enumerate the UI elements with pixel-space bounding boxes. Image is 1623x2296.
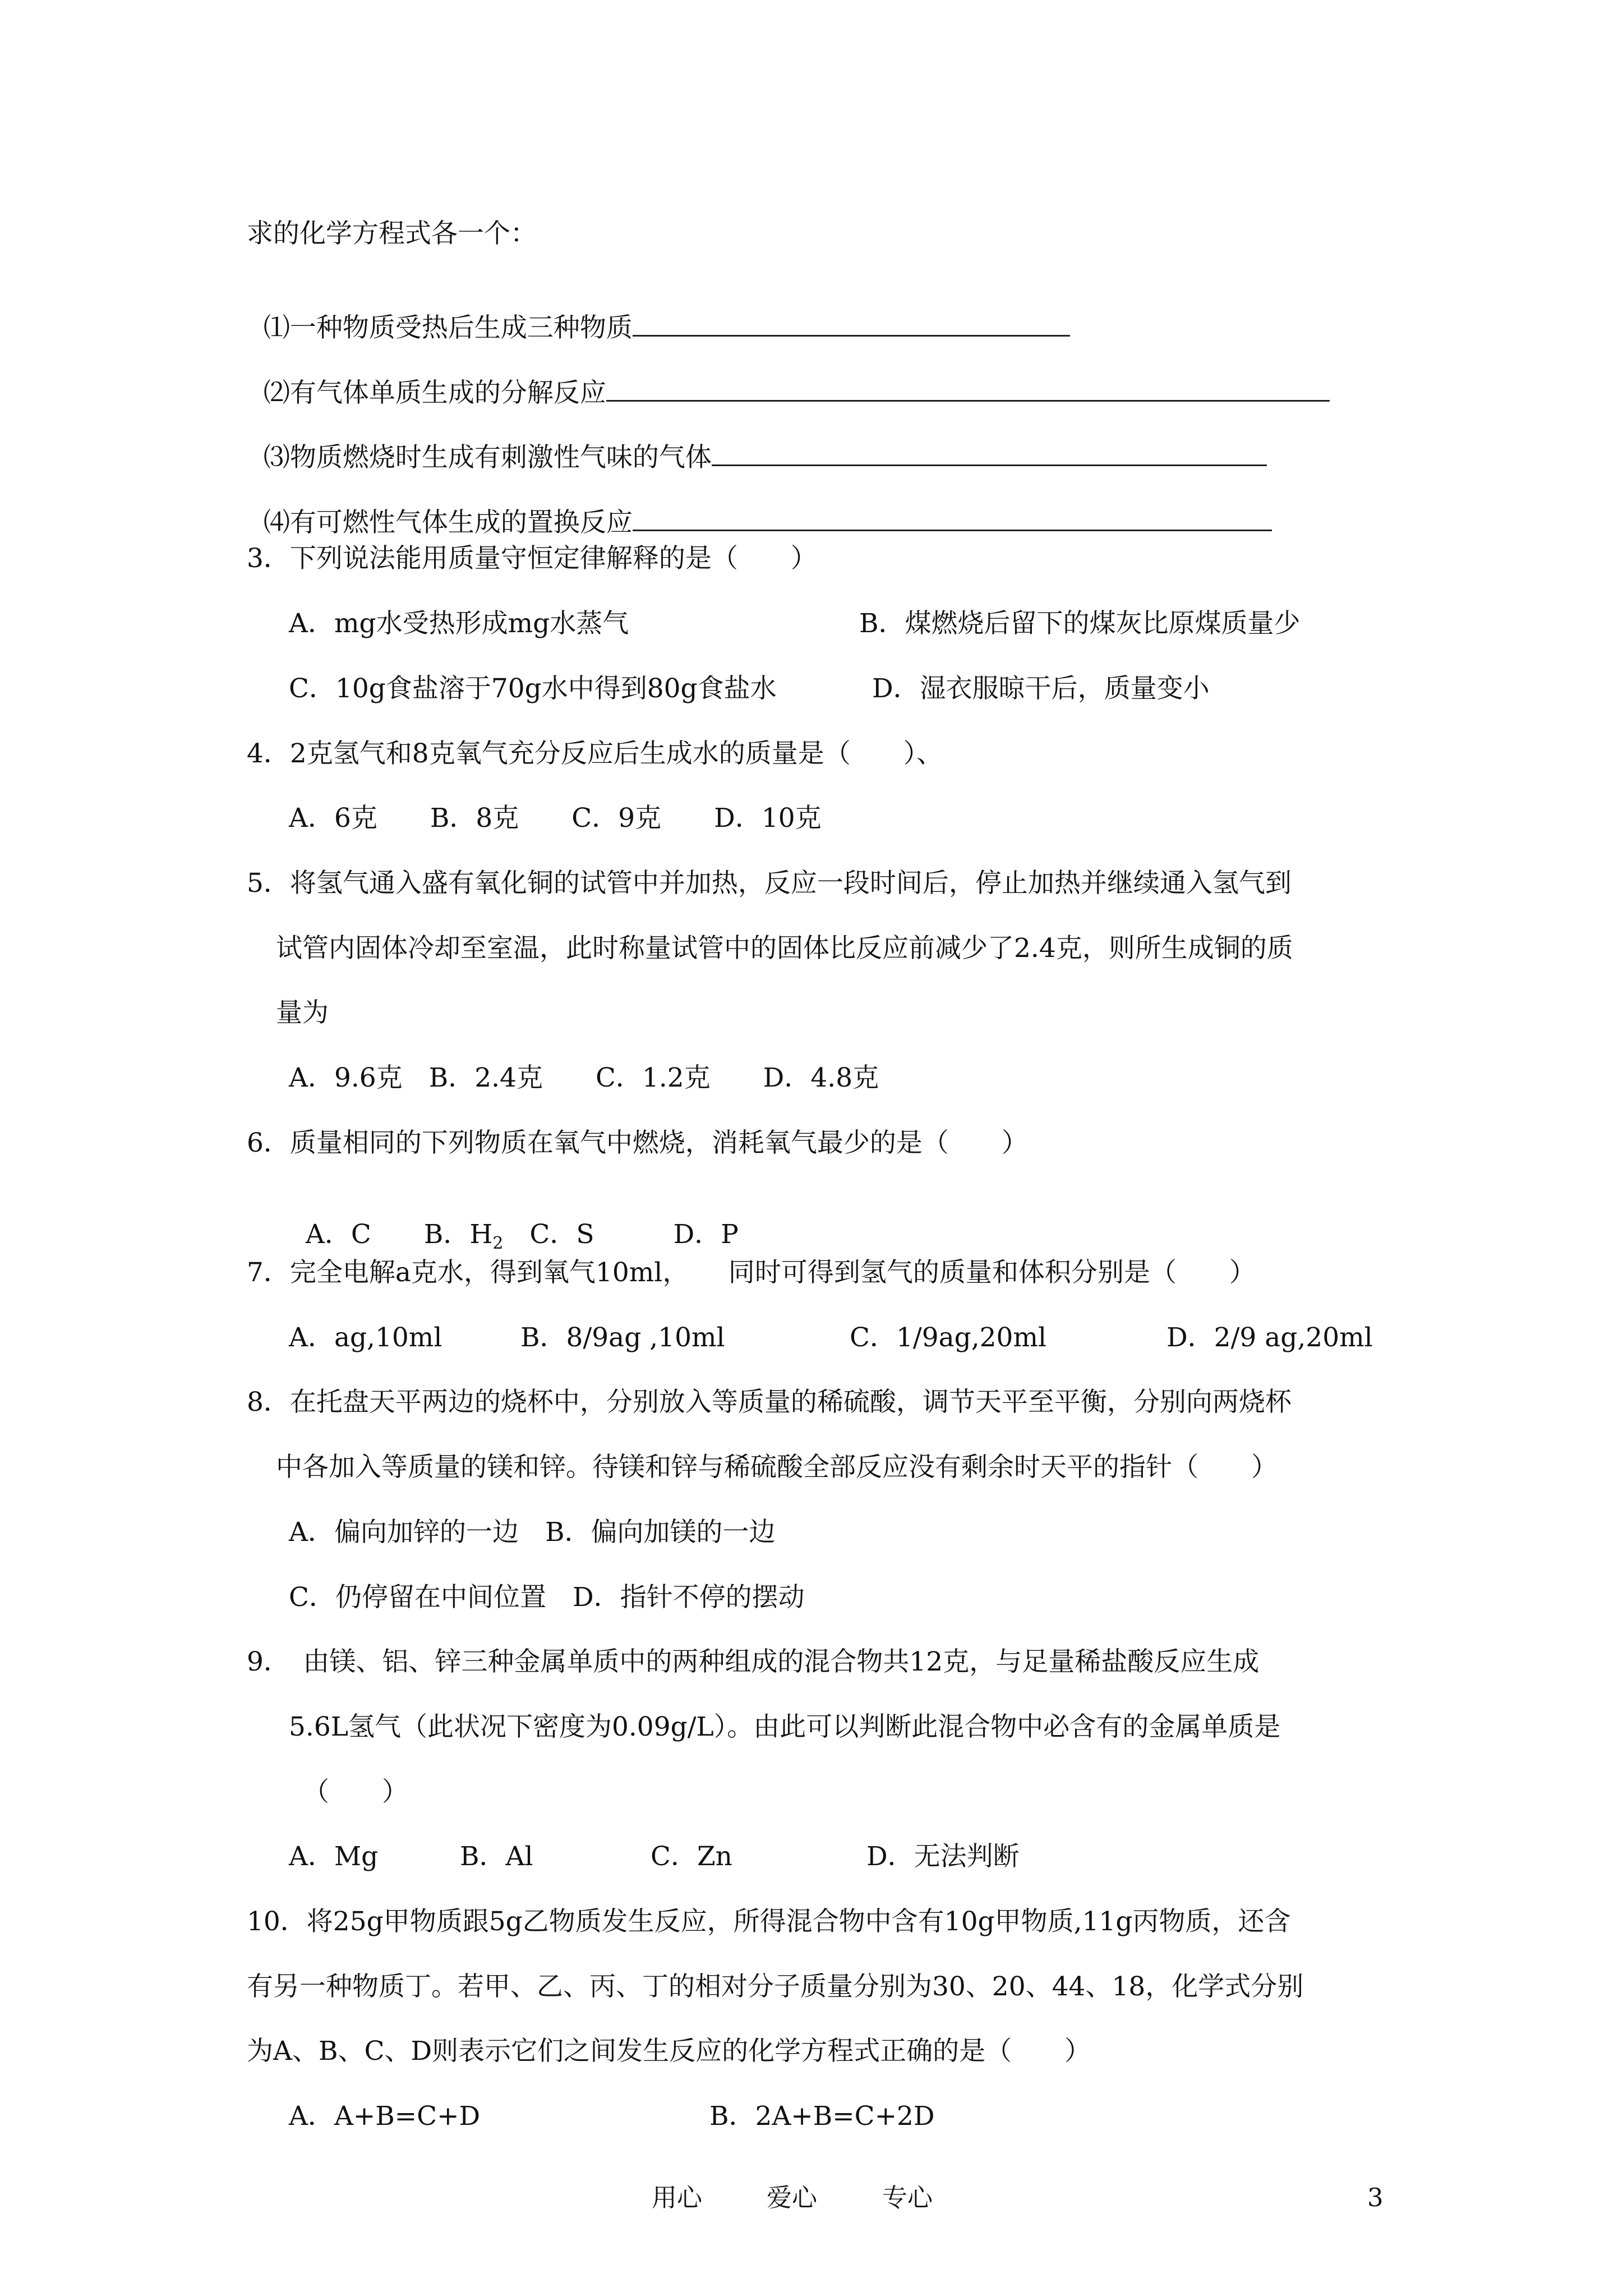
q2-item-2-text: ⑵有气体单质生成的分解反应 — [263, 378, 606, 408]
q2-item-1-text: ⑴一种物质受热后生成三种物质 — [263, 312, 633, 343]
q10-line-2: 有另一种物质丁。若甲、乙、丙、丁的相对分子质量分别为30、20、44、18，化学式分别 — [247, 1971, 1304, 2002]
q4-stem: 4．2克氢气和8克氧气充分反应后生成水的质量是（ ）、 — [247, 738, 943, 769]
q5-options: A．9.6克 B．2.4克 C．1.2克 D．4.8克 — [289, 1062, 879, 1093]
q10-option-b: B．2A+B=C+2D — [709, 2101, 935, 2132]
q3-stem: 3．下列说法能用质量守恒定律解释的是（ ） — [247, 543, 817, 574]
q2-item-3-text: ⑶物质燃烧时生成有刺激性气味的气体 — [263, 442, 712, 473]
page-number: 3 — [1367, 2183, 1384, 2212]
footer-text-2: 爱心 — [767, 2183, 818, 2212]
q9-option-c: C．Zn — [651, 1841, 732, 1872]
q2-item-4-text: ⑷有可燃性气体生成的置换反应 — [263, 507, 633, 538]
q2-item-2 — [247, 351, 1330, 406]
q9-option-b: B．Al — [460, 1841, 533, 1872]
q7-option-c: C．1/9ag,20ml — [850, 1322, 1047, 1353]
q7-option-b: B．8/9ag ,10ml — [520, 1322, 725, 1353]
q3-option-d: D．湿衣服晾干后，质量变小 — [872, 673, 1210, 704]
q6-options — [289, 1195, 739, 1253]
q8-options-cd: C．仍停留在中间位置 D．指针不停的摆动 — [289, 1582, 805, 1613]
q6-options-ab: A．C B．H — [305, 1219, 493, 1250]
q8-line-2: 中各加入等质量的镁和锌。待镁和锌与稀硫酸全部反应没有剩余时天平的指针（ ） — [276, 1452, 1278, 1483]
q2-item-3 — [247, 416, 1267, 471]
q3-option-a: A．mg水受热形成mg水蒸气 — [289, 608, 629, 639]
footer-text-3: 专心 — [882, 2183, 933, 2212]
q8-options-ab: A．偏向加锌的一边 B．偏向加镁的一边 — [289, 1517, 776, 1548]
q5-line-3: 量为 — [276, 997, 329, 1028]
q7-option-a: A．ag,10ml — [289, 1322, 442, 1353]
q6-options-cd: C．S D．P — [503, 1219, 739, 1250]
q8-line-1: 8．在托盘天平两边的烧杯中，分别放入等质量的稀硫酸，调节天平至平衡，分别向两烧杯 — [247, 1387, 1292, 1418]
intro-line: 求的化学方程式各一个： — [247, 218, 537, 249]
q9-line-1: 9． 由镁、铝、锌三种金属单质中的两种组成的混合物共12克，与足量稀盐酸反应生成 — [247, 1646, 1260, 1677]
q10-option-a: A．A+B=C+D — [289, 2101, 481, 2132]
footer-text-1: 用心 — [652, 2183, 703, 2212]
q7-stem: 7．完全电解a克水，得到氧气10ml， 同时可得到氢气的质量和体积分别是（ ） — [247, 1257, 1256, 1288]
q3-option-c: C．10g食盐溶于70g水中得到80g食盐水 — [289, 673, 777, 704]
q6-subscript: 2 — [492, 1234, 504, 1253]
q5-line-2: 试管内固体冷却至室温，此时称量试管中的固体比反应前减少了2.4克，则所生成铜的质 — [276, 933, 1293, 964]
q10-line-1: 10．将25g甲物质跟5g乙物质发生反应，所得混合物中含有10g甲物质,11g丙物质，还含 — [247, 1906, 1291, 1937]
q9-line-2: 5.6L氢气（此状况下密度为0.09g/L）。由此可以判断此混合物中必含有的金属单质是 — [289, 1711, 1281, 1742]
answer-blank-2[interactable] — [606, 378, 1330, 402]
q9-option-a: A．Mg — [289, 1841, 379, 1872]
q9-line-3: （ ） — [303, 1777, 408, 1807]
q5-line-1: 5．将氢气通入盛有氧化铜的试管中并加热，反应一段时间后，停止加热并继续通入氢气到 — [247, 868, 1292, 899]
q6-stem: 6．质量相同的下列物质在氧气中燃烧，消耗氧气最少的是（ ） — [247, 1128, 1028, 1158]
q7-option-d: D．2/9 ag,20ml — [1166, 1322, 1373, 1353]
answer-blank-1[interactable] — [633, 312, 1070, 337]
q2-item-1 — [247, 286, 1070, 341]
q2-item-4 — [247, 481, 1272, 536]
answer-blank-4[interactable] — [633, 507, 1272, 531]
q10-line-3: 为A、B、C、D则表示它们之间发生反应的化学方程式正确的是（ ） — [247, 2036, 1091, 2067]
answer-blank-3[interactable] — [712, 442, 1267, 466]
q3-option-b: B．煤燃烧后留下的煤灰比原煤质量少 — [859, 608, 1301, 639]
q9-option-d: D．无法判断 — [866, 1841, 1020, 1872]
q4-options: A．6克 B．8克 C．9克 D．10克 — [289, 803, 822, 834]
